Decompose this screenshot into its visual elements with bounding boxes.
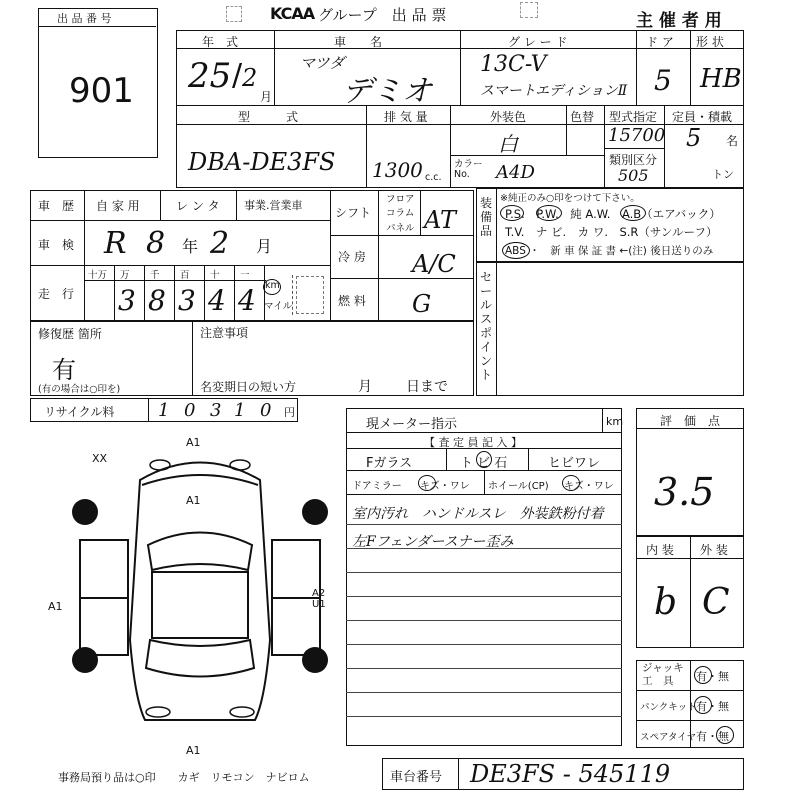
circle-ab: [620, 205, 646, 221]
comment-rule: [346, 644, 622, 645]
shift-value: AT: [424, 206, 457, 234]
recycle-digit-1: 1: [158, 400, 170, 421]
color-no-value: A4D: [496, 162, 535, 183]
organizer-label: 主 催 者 用: [636, 11, 722, 31]
header-logo: KCAA: [270, 4, 315, 23]
mileage-digit-3: 3: [178, 284, 196, 317]
expiry-month: 月: [358, 379, 372, 395]
displacement-value: 1300: [372, 158, 423, 182]
repair-label: 修復歴 箇所: [38, 327, 102, 341]
short-expiry-label: 名変期日の短い方: [200, 380, 297, 394]
exterior-label: 外 装: [700, 543, 728, 557]
cc-unit: c.c.: [425, 172, 442, 183]
lot-number-label: 出 品 番 号: [57, 12, 112, 25]
comment-rule: [346, 668, 622, 669]
puncture-yes-no: 有・無: [696, 700, 729, 713]
taillight-left: [146, 707, 170, 717]
chassis-value: DE3FS - 545119: [470, 760, 671, 788]
history-business: 事業.営業車: [244, 199, 303, 212]
car-name-value: デミオ: [342, 74, 432, 109]
year-slash: /: [232, 58, 243, 93]
inspection-era: R: [104, 226, 127, 261]
spare-label: スペアタイヤ: [640, 732, 697, 743]
mileage-digit-1: 3: [118, 284, 136, 317]
wheel-fl: [72, 499, 98, 525]
category-label: 類別区分: [609, 153, 658, 167]
capacity-value: 5: [686, 124, 702, 152]
model-label: 型 式: [238, 110, 299, 124]
mileage-digit-5: 4: [238, 284, 256, 317]
recycle-yen: 円: [284, 406, 295, 419]
sales-point-label: セールスポイント: [479, 270, 492, 382]
shift-label: シフト: [335, 206, 372, 220]
shift-column: コラム: [386, 208, 415, 219]
equipment-note: ※純正のみ○印をつけて下さい。: [500, 193, 640, 204]
equipment-line-3: ABS ・ 新 車 保 証 書 ←(注) 後日送りのみ: [505, 245, 714, 257]
color-change-label: 色替: [570, 110, 595, 124]
mirror-circle: [418, 475, 436, 491]
comment-rule: [346, 524, 622, 525]
history-label: 車 歴: [38, 199, 75, 213]
aircon-value: A/C: [412, 250, 456, 278]
expiry-day-until: 日まで: [406, 379, 448, 395]
capacity-label: 定員・積載: [672, 110, 733, 124]
header-title: グループ 出 品 票: [318, 6, 447, 24]
digit-1: 一: [240, 270, 250, 281]
mile-unit: マイル: [264, 301, 293, 312]
inspection-month-value: 2: [210, 226, 230, 261]
interior-value: b: [654, 582, 678, 623]
inspection-year-unit: 年: [182, 237, 199, 256]
lot-number-box: [38, 8, 158, 158]
wheel-rl: [72, 647, 98, 673]
equipment-label: 装備品: [479, 196, 492, 238]
month-value: 2: [242, 64, 258, 92]
aircon-label: 冷 房: [338, 250, 366, 264]
crack-label: ヒビワレ: [548, 456, 601, 471]
header-checkbox-right: [520, 2, 538, 18]
color-value: 白: [498, 132, 518, 156]
comment-line-2: 左Fフェンダースナー歪み: [352, 534, 514, 550]
puncture-circle: [694, 696, 712, 714]
damage-mark-6: A2 U1: [312, 588, 326, 610]
score-value: 3.5: [654, 470, 715, 514]
meter-km: km: [606, 415, 624, 428]
comment-line-1: 室内汚れ ハンドルスレ 外装鉄粉付着: [352, 506, 604, 522]
hood: [142, 475, 258, 485]
grade-value-2: スマートエディションⅡ: [480, 83, 628, 99]
interior-label: 内 装: [646, 543, 674, 557]
mirror-label: ドアミラー: [352, 481, 402, 492]
inspection-year-value: 8: [146, 226, 166, 261]
exterior-value: C: [702, 582, 730, 623]
year-value: 25: [188, 56, 232, 96]
grade-label: グ レ ー ド: [508, 35, 568, 49]
chassis-label: 車台番号: [390, 770, 443, 785]
repair-note: (有の場合は○印を): [38, 384, 121, 395]
km-unit: km: [265, 280, 280, 291]
spare-circle: [716, 726, 734, 744]
history-private: 自 家 用: [96, 199, 140, 213]
odometer-blank-box: [296, 276, 324, 314]
recycle-label: リサイクル料: [44, 405, 115, 419]
rear-window: [146, 640, 254, 677]
damage-mark-3: A1: [186, 494, 201, 507]
mileage-label: 走 行: [38, 287, 75, 301]
recycle-digit-2: 0: [184, 400, 196, 421]
wheel-fr: [302, 499, 328, 525]
comment-rule: [346, 692, 622, 693]
score-label: 評 価 点: [660, 414, 721, 428]
wheel-scratch: キズ・ワレ: [564, 481, 614, 492]
wheel-rr: [302, 647, 328, 673]
digit-10: 十: [210, 270, 220, 281]
mileage-digit-2: 8: [148, 284, 166, 317]
roof: [152, 572, 248, 638]
color-label: 外装色: [490, 110, 527, 124]
body-type-value: HB: [700, 64, 742, 94]
wheel-label: ホイール(CP): [488, 481, 549, 492]
headlight-left: [150, 460, 170, 470]
digit-100k: 十万: [88, 270, 108, 281]
category-value: 505: [618, 166, 649, 185]
circle-pw: [536, 205, 562, 221]
body-type-label: 形 状: [696, 35, 724, 49]
ton-unit: トン: [712, 168, 734, 181]
repair-value: 有: [52, 356, 76, 384]
recycle-digit-3: 3: [210, 400, 222, 421]
history-rental: レ ン タ: [176, 199, 220, 213]
digit-1k: 千: [150, 270, 160, 281]
maker-value: マツダ: [300, 54, 345, 72]
headlight-right: [230, 460, 250, 470]
damage-mark-2: A1: [186, 436, 201, 449]
header-checkbox-left: [226, 6, 242, 22]
lot-number: 901: [69, 71, 134, 111]
jack-label: ジャッキ 工 具: [642, 662, 684, 687]
damage-mark-5: A1: [186, 744, 201, 757]
name-label: 車 名: [334, 35, 383, 49]
taillight-right: [230, 707, 254, 717]
model-spec-value: 15700: [608, 125, 666, 146]
grade-value-1: 13C-V: [480, 52, 547, 77]
year-label: 年 式: [202, 35, 239, 49]
fuel-label: 燃 料: [338, 294, 366, 308]
mileage-digit-4: 4: [208, 284, 226, 317]
chip-circle: [476, 451, 492, 468]
windshield: [148, 533, 252, 571]
recycle-digit-4: 1: [234, 400, 246, 421]
jack-yes-no: 有・無: [696, 670, 729, 683]
jack-circle: [694, 666, 712, 684]
equipment-line-1: P.S. P.W. 純 A.W. A.B（エアバック）: [505, 207, 721, 221]
car-diagram: [70, 440, 330, 740]
shift-panel: パネル: [386, 223, 415, 234]
equipment-line-2: T.V. ナ ビ. カ ワ. S.R（サンルーフ）: [505, 225, 718, 239]
color-no-label: カラー No.: [454, 159, 483, 180]
inspector-label: 【 査 定 員 記 入 】: [424, 436, 522, 449]
capacity-unit: 名: [726, 134, 739, 148]
glass-label: Fガラス: [366, 456, 413, 471]
model-code-value: DBA-DE3FS: [188, 148, 336, 176]
model-spec-label: 型式指定: [609, 110, 658, 124]
shift-floor: フロア: [386, 194, 415, 205]
month-unit: 月: [260, 90, 273, 104]
doors-label: ド ア: [646, 35, 674, 49]
circle-ps: [500, 205, 524, 221]
fuel-value: G: [412, 290, 432, 318]
displacement-label: 排 気 量: [384, 110, 428, 124]
inspection-label: 車 検: [38, 238, 75, 252]
office-items: 事務局預り品は○印 カギ リモコン ナビロム: [58, 771, 310, 784]
chip-label: ト ビ 石: [460, 456, 508, 471]
digit-100: 百: [180, 270, 190, 281]
comment-rule: [346, 596, 622, 597]
damage-mark-4: A1: [48, 600, 63, 613]
puncture-label: パンクキット: [640, 702, 697, 713]
inspection-month-unit: 月: [256, 237, 273, 256]
circle-abs: [502, 242, 530, 259]
mirror-scratch: キズ・ワレ: [420, 481, 470, 492]
spare-yes-no: 有・無: [696, 730, 729, 743]
meter-label: 現メーター指示: [366, 417, 458, 432]
wheel-circle: [562, 475, 580, 491]
comment-rule: [346, 572, 622, 573]
notes-label: 注意事項: [200, 326, 249, 340]
sales-point-box: [476, 262, 744, 396]
damage-mark-1: XX: [92, 452, 108, 465]
comment-rule: [346, 716, 622, 717]
recycle-digit-5: 0: [260, 400, 272, 421]
digit-10k: 万: [120, 270, 130, 281]
comment-rule: [346, 620, 622, 621]
doors-value: 5: [654, 64, 672, 97]
